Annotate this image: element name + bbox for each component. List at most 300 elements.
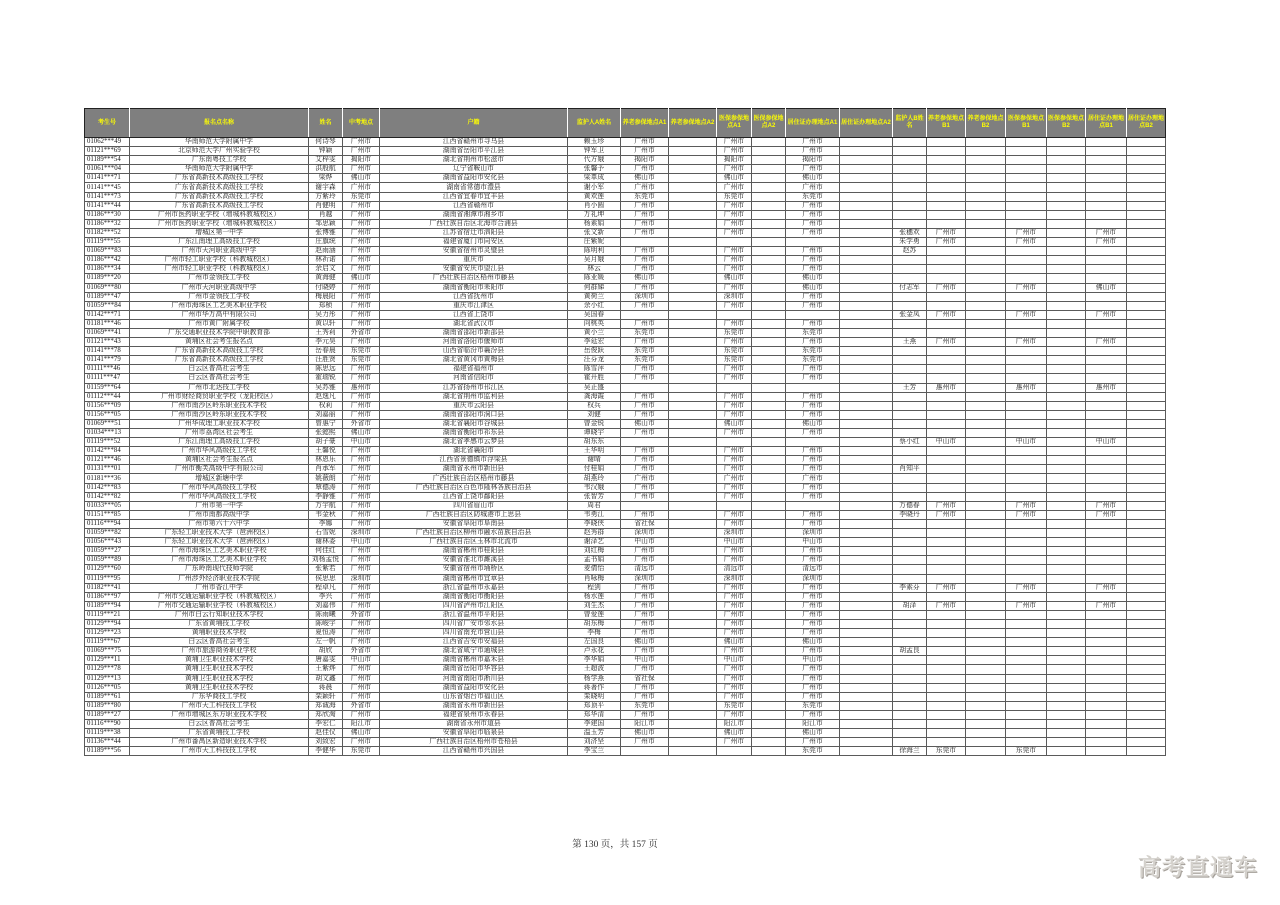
table-cell: 钟军卫: [568, 147, 621, 156]
table-cell: 广州市: [343, 565, 380, 574]
table-cell: [893, 447, 927, 456]
table-cell: 张博雅: [309, 228, 343, 237]
table-cell: [966, 192, 1006, 201]
table-cell: 佛山市: [717, 729, 752, 738]
table-cell: 东莞市: [786, 347, 840, 356]
table-cell: [1086, 547, 1127, 556]
table-cell: [840, 547, 893, 556]
table-cell: 陈峻宇: [309, 619, 343, 628]
table-cell: [893, 183, 927, 192]
table-cell: [1127, 501, 1166, 510]
table-cell: [1047, 529, 1086, 538]
table-cell: [840, 738, 893, 747]
table-cell: [840, 328, 893, 337]
table-cell: 广州市: [343, 592, 380, 601]
table-cell: 张金凤: [893, 310, 927, 319]
table-cell: [840, 147, 893, 156]
table-cell: [786, 383, 840, 392]
table-row: [85, 401, 1166, 410]
table-cell: 广州市: [717, 674, 752, 683]
table-cell: 广西壮族自治区梧州市藤县: [380, 474, 568, 483]
table-cell: [966, 574, 1006, 583]
table-cell: 广州市: [343, 547, 380, 556]
table-cell: 广州华成理工职业技术学校: [130, 419, 309, 428]
table-cell: 广州市香江中学: [130, 583, 309, 592]
table-cell: 广州市海珠区工艺美术职业学校: [130, 547, 309, 556]
table-cell: 广州市轻工职业学校（科教城校区）: [130, 265, 309, 274]
table-cell: [966, 147, 1006, 156]
table-cell: 黄海健: [309, 274, 343, 283]
table-cell: 东莞市: [343, 747, 380, 756]
table-cell: [717, 383, 752, 392]
table-cell: 谭晓宇: [568, 429, 621, 438]
table-cell: 广州市南沙区岭东职业技术学校: [130, 410, 309, 419]
table-cell: 广州市: [717, 265, 752, 274]
table-cell: 广州市: [786, 292, 840, 301]
table-cell: [669, 165, 717, 174]
table-cell: 广州市: [786, 601, 840, 610]
table-cell: [840, 583, 893, 592]
table-cell: 佛山市: [717, 174, 752, 183]
table-cell: 广州市: [621, 465, 669, 474]
table-cell: 重庆市江津区: [380, 301, 568, 310]
table-row: [85, 601, 1166, 610]
table-cell: 广州市: [717, 247, 752, 256]
table-cell: 广州市: [343, 147, 380, 156]
table-cell: 吴力彤: [309, 310, 343, 319]
table-cell: [669, 447, 717, 456]
table-cell: 广西壮族自治区梧州市苍梧县: [380, 738, 568, 747]
table-cell: 林祈诺: [309, 256, 343, 265]
table-cell: [1127, 519, 1166, 528]
table-cell: 广州市: [343, 456, 380, 465]
table-cell: [893, 610, 927, 619]
table-row: [85, 447, 1166, 456]
table-cell: 广州市: [1086, 601, 1127, 610]
table-cell: [966, 228, 1006, 237]
table-cell: 中山市: [1086, 438, 1127, 447]
table-cell: 省社保: [621, 674, 669, 683]
table-row: [85, 292, 1166, 301]
table-cell: [1047, 683, 1086, 692]
table-cell: [927, 574, 966, 583]
header-row: [85, 109, 1166, 138]
table-cell: 广州市: [621, 610, 669, 619]
table-cell: 广州市: [786, 319, 840, 328]
table-cell: 刘生杰: [568, 601, 621, 610]
table-cell: [1086, 565, 1127, 574]
table-row: [85, 265, 1166, 274]
table-cell: 01189***94: [85, 601, 130, 610]
table-cell: 广州市: [621, 138, 669, 147]
table-cell: [669, 438, 717, 447]
table-cell: 权莉: [309, 401, 343, 410]
table-cell: [1006, 629, 1047, 638]
table-cell: [840, 356, 893, 365]
table-cell: 广州市: [621, 201, 669, 210]
table-cell: 广东交通职业技术学院中职教育部: [130, 328, 309, 337]
table-cell: 吴国春: [568, 310, 621, 319]
table-cell: [893, 710, 927, 719]
table-cell: [1047, 219, 1086, 228]
table-cell: 李晓丹: [893, 510, 927, 519]
column-header: 居住证办理地点B1: [1086, 109, 1127, 138]
table-cell: [927, 519, 966, 528]
table-cell: [752, 729, 786, 738]
table-cell: 01182***41: [85, 583, 130, 592]
table-cell: 广州市: [621, 710, 669, 719]
table-cell: [669, 183, 717, 192]
table-cell: 01141***71: [85, 174, 130, 183]
table-cell: [1086, 301, 1127, 310]
table-cell: 湖南省衡阳市衡阳县: [380, 592, 568, 601]
table-cell: [927, 619, 966, 628]
table-cell: [1006, 647, 1047, 656]
table-cell: [1086, 747, 1127, 756]
table-cell: 广州涉外经济职业技术学院: [130, 574, 309, 583]
table-cell: 01061***04: [85, 165, 130, 174]
table-cell: 中山市: [786, 538, 840, 547]
table-cell: [840, 365, 893, 374]
table-cell: [752, 356, 786, 365]
column-header: 监护人B姓名: [893, 109, 927, 138]
table-cell: [1086, 738, 1127, 747]
table-cell: [1047, 419, 1086, 428]
table-cell: 01189***47: [85, 292, 130, 301]
table-cell: 01116***94: [85, 519, 130, 528]
table-cell: 广州市荔湾区社会考生: [130, 429, 309, 438]
table-cell: [927, 701, 966, 710]
table-cell: [752, 283, 786, 292]
table-cell: 东莞市: [786, 192, 840, 201]
table-row: [85, 683, 1166, 692]
table-cell: [1006, 474, 1047, 483]
table-cell: 湖北省孝感市云梦县: [380, 438, 568, 447]
table-cell: [840, 429, 893, 438]
table-row: [85, 228, 1166, 237]
table-cell: 刘致宏: [309, 738, 343, 747]
table-cell: [669, 483, 717, 492]
table-cell: [927, 165, 966, 174]
table-cell: 广东省高新技术高级技工学校: [130, 192, 309, 201]
table-cell: 广州市: [621, 338, 669, 347]
table-cell: [927, 474, 966, 483]
table-cell: 01056***43: [85, 538, 130, 547]
table-cell: 深圳市: [717, 574, 752, 583]
table-cell: 广州市: [786, 456, 840, 465]
table-cell: [1006, 519, 1047, 528]
table-cell: [1047, 147, 1086, 156]
table-cell: 程剑: [568, 583, 621, 592]
table-cell: [1127, 683, 1166, 692]
table-cell: [927, 419, 966, 428]
table-cell: [966, 347, 1006, 356]
table-cell: 江西省赣州市: [380, 201, 568, 210]
table-cell: 赵苏: [893, 247, 927, 256]
table-cell: [893, 419, 927, 428]
table-cell: [752, 565, 786, 574]
table-cell: [1127, 601, 1166, 610]
table-cell: [752, 238, 786, 247]
table-cell: 01142***82: [85, 492, 130, 501]
table-cell: 广州市: [343, 319, 380, 328]
table-cell: [717, 238, 752, 247]
table-cell: 湖南省郴州市宜章县: [380, 574, 568, 583]
table-cell: [893, 328, 927, 337]
table-cell: [1127, 583, 1166, 592]
table-cell: [1127, 510, 1166, 519]
table-cell: [1086, 192, 1127, 201]
table-cell: [927, 410, 966, 419]
table-cell: [893, 174, 927, 183]
table-cell: [840, 392, 893, 401]
table-cell: 华南师范大学附属中学: [130, 138, 309, 147]
table-cell: [752, 374, 786, 383]
table-cell: 01156***09: [85, 401, 130, 410]
table-cell: [927, 665, 966, 674]
table-cell: 郑华清: [568, 710, 621, 719]
table-cell: 广州市: [343, 556, 380, 565]
table-cell: 广州市: [343, 238, 380, 247]
table-cell: 李素芬: [893, 583, 927, 592]
table-cell: 山东省烟台市福山区: [380, 692, 568, 701]
table-cell: [1086, 710, 1127, 719]
table-cell: [669, 429, 717, 438]
table-cell: 李元昊: [309, 338, 343, 347]
table-cell: [1047, 720, 1086, 729]
table-cell: [927, 465, 966, 474]
table-cell: [669, 192, 717, 201]
table-cell: [1127, 238, 1166, 247]
table-cell: [1127, 710, 1166, 719]
table-cell: 江西省上饶市: [380, 310, 568, 319]
table-cell: [1127, 747, 1166, 756]
table-cell: 胡欣: [309, 647, 343, 656]
table-cell: 韦汉娥: [568, 483, 621, 492]
column-header: 养老参保地点B1: [927, 109, 966, 138]
table-cell: 01182***52: [85, 228, 130, 237]
table-cell: 广州市: [717, 465, 752, 474]
table-cell: [966, 710, 1006, 719]
table-cell: [1006, 720, 1047, 729]
table-cell: 广州市: [621, 692, 669, 701]
table-row: [85, 583, 1166, 592]
table-cell: [840, 374, 893, 383]
table-row: [85, 201, 1166, 210]
table-cell: [752, 301, 786, 310]
table-cell: 01129***94: [85, 619, 130, 628]
table-cell: [1086, 328, 1127, 337]
table-cell: 中山市: [1006, 438, 1047, 447]
table-cell: 石雪妮: [309, 529, 343, 538]
table-cell: [752, 538, 786, 547]
table-row: [85, 538, 1166, 547]
table-cell: [966, 683, 1006, 692]
table-cell: [966, 401, 1006, 410]
table-row: [85, 301, 1166, 310]
table-cell: 广州市: [717, 256, 752, 265]
table-cell: 广西壮族自治区百色市隆林各族自治县: [380, 483, 568, 492]
table-cell: [1127, 547, 1166, 556]
table-cell: 广州市: [343, 256, 380, 265]
table-cell: [752, 474, 786, 483]
table-cell: [1006, 592, 1047, 601]
table-cell: 广州市: [1006, 501, 1047, 510]
table-cell: [1006, 347, 1047, 356]
table-cell: 东莞市: [717, 701, 752, 710]
table-cell: 郑顶平: [568, 701, 621, 710]
table-cell: 胡子豪: [309, 438, 343, 447]
table-cell: 01126***05: [85, 683, 130, 692]
table-cell: 李静雅: [309, 492, 343, 501]
table-cell: 广州市: [1006, 338, 1047, 347]
table-cell: [893, 201, 927, 210]
table-cell: 广州市: [786, 474, 840, 483]
table-cell: 广州市: [717, 165, 752, 174]
table-cell: [1006, 683, 1047, 692]
table-cell: [1086, 538, 1127, 547]
table-row: [85, 665, 1166, 674]
table-cell: 广州市: [786, 519, 840, 528]
table-row: [85, 656, 1166, 665]
table-cell: [1086, 247, 1127, 256]
table-cell: [840, 219, 893, 228]
table-cell: [966, 610, 1006, 619]
table-cell: [1127, 647, 1166, 656]
table-cell: [840, 592, 893, 601]
table-cell: 谢泽艺: [568, 538, 621, 547]
table-cell: 付桂娟: [568, 465, 621, 474]
table-cell: 广州市: [786, 183, 840, 192]
table-cell: 广州市: [786, 710, 840, 719]
table-cell: 湖南省郴州市桂阳县: [380, 547, 568, 556]
table-cell: 广州市: [717, 392, 752, 401]
table-cell: [966, 583, 1006, 592]
table-cell: 广州市: [621, 392, 669, 401]
table-cell: [966, 201, 1006, 210]
table-cell: [669, 456, 717, 465]
table-cell: [840, 556, 893, 565]
table-cell: 广州市衡芙高级中学有限公司: [130, 465, 309, 474]
table-cell: 朱学勇: [893, 238, 927, 247]
table-cell: [1127, 392, 1166, 401]
table-cell: 广东省黄埔技工学校: [130, 619, 309, 628]
table-cell: 广州市: [1006, 510, 1047, 519]
table-cell: 广州市: [343, 738, 380, 747]
table-cell: 李华娟: [568, 656, 621, 665]
table-cell: 广州市: [343, 465, 380, 474]
table-cell: [840, 183, 893, 192]
table-cell: [927, 265, 966, 274]
table-cell: 湖南省郴州市嘉禾县: [380, 656, 568, 665]
table-cell: 湖北省荆州市监利县: [380, 392, 568, 401]
table-cell: [752, 601, 786, 610]
table-row: [85, 529, 1166, 538]
table-cell: [752, 256, 786, 265]
table-cell: [840, 274, 893, 283]
table-cell: [840, 674, 893, 683]
table-cell: 霍开胜: [568, 374, 621, 383]
table-cell: [927, 274, 966, 283]
table-cell: [840, 419, 893, 428]
table-cell: [1047, 292, 1086, 301]
table-cell: 广州市: [786, 647, 840, 656]
table-cell: 广州市: [786, 483, 840, 492]
table-cell: 佛山市: [621, 638, 669, 647]
table-cell: 阳江市: [786, 720, 840, 729]
table-cell: 龚海霞: [568, 392, 621, 401]
table-cell: 黄埔区社会考生报名点: [130, 456, 309, 465]
table-cell: 王燕: [893, 338, 927, 347]
table-cell: 韦金秋: [309, 510, 343, 519]
table-cell: 胡东东: [568, 438, 621, 447]
table-cell: [752, 629, 786, 638]
table-cell: [1006, 529, 1047, 538]
table-cell: [1006, 665, 1047, 674]
table-cell: 湖南省益阳市安化县: [380, 683, 568, 692]
table-cell: 01121***46: [85, 456, 130, 465]
column-header: 居住证办理地点A2: [840, 109, 893, 138]
table-cell: 广州市: [717, 338, 752, 347]
table-cell: 佛山市: [786, 283, 840, 292]
table-cell: 中山市: [343, 438, 380, 447]
table-cell: [966, 456, 1006, 465]
table-cell: 广州市华风高级技工学校: [130, 492, 309, 501]
table-cell: [1127, 228, 1166, 237]
table-cell: 李宝兰: [568, 747, 621, 756]
table-cell: 谢林委: [309, 538, 343, 547]
table-row: [85, 192, 1166, 201]
table-cell: [1006, 265, 1047, 274]
table-cell: [1047, 265, 1086, 274]
table-cell: [966, 738, 1006, 747]
table-cell: 岳俊跃: [568, 347, 621, 356]
table-cell: 惠州市: [1006, 383, 1047, 392]
table-cell: [840, 701, 893, 710]
table-cell: [1047, 410, 1086, 419]
table-cell: 佛山市: [1086, 283, 1127, 292]
table-cell: [669, 674, 717, 683]
table-cell: 01189***80: [85, 701, 130, 710]
table-cell: [1127, 438, 1166, 447]
table-cell: [1127, 138, 1166, 147]
table-cell: 黄埔卫生职业技术学校: [130, 665, 309, 674]
table-cell: [893, 574, 927, 583]
table-cell: [927, 192, 966, 201]
table-cell: 孟书娟: [568, 556, 621, 565]
table-cell: [966, 674, 1006, 683]
table-cell: [669, 665, 717, 674]
table-row: [85, 219, 1166, 228]
table-cell: [840, 747, 893, 756]
table-cell: 权兵: [568, 401, 621, 410]
table-cell: [1047, 328, 1086, 337]
table-cell: [1006, 492, 1047, 501]
table-cell: [1127, 538, 1166, 547]
table-cell: [669, 529, 717, 538]
table-cell: [669, 474, 717, 483]
table-cell: 李晓侠: [568, 519, 621, 528]
table-cell: [1047, 401, 1086, 410]
table-row: [85, 492, 1166, 501]
table-cell: [927, 356, 966, 365]
table-cell: 01186***30: [85, 210, 130, 219]
table-cell: 广东江南理工高级技工学校: [130, 438, 309, 447]
table-cell: [966, 219, 1006, 228]
table-cell: 东莞市: [717, 347, 752, 356]
column-header: 养老参保地点B2: [966, 109, 1006, 138]
table-cell: 广州市: [1006, 310, 1047, 319]
